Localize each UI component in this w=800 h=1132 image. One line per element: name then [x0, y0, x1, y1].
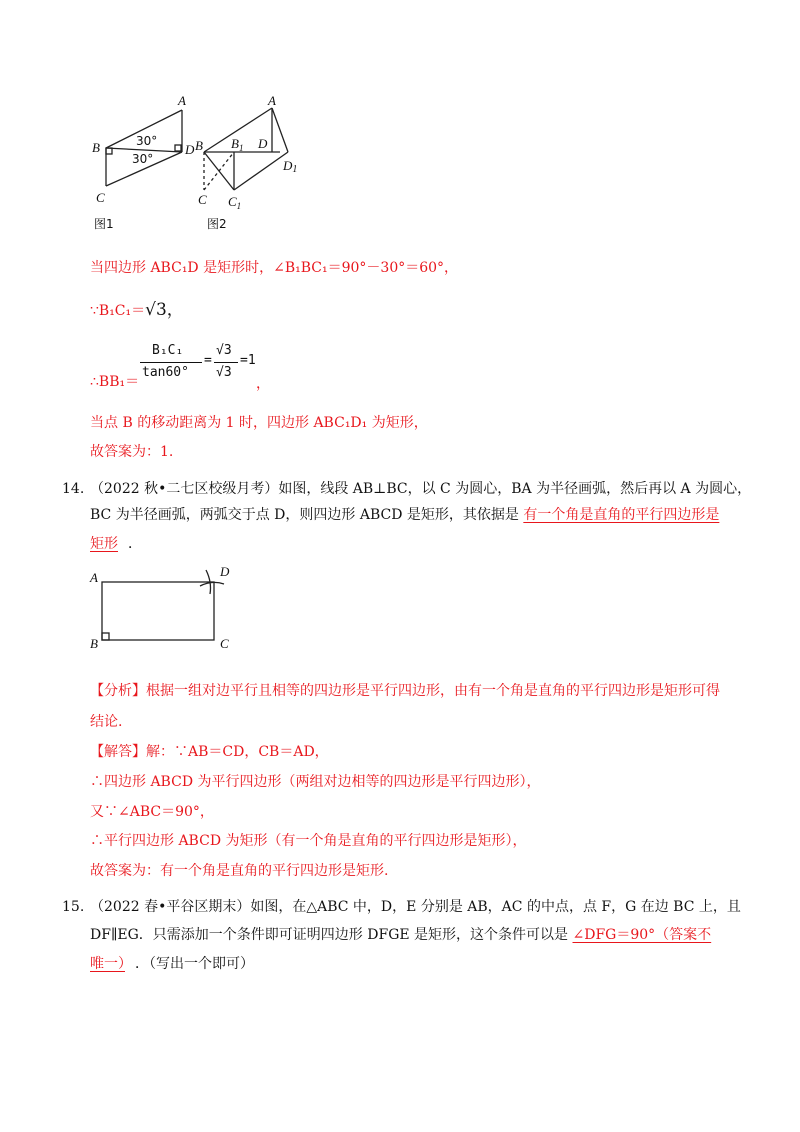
- fig1-label-c: C: [96, 190, 105, 205]
- q14-line1: （2022 秋•二七区校级月考）如图，线段 AB⊥BC，以 C 为圆心，BA 为半径画弧，然后再以 A 为圆心，: [90, 481, 752, 497]
- figure-2: [204, 108, 288, 190]
- fig2-caption: 图2: [207, 217, 227, 231]
- sol13-line2: ∵B₁C₁＝√3，: [90, 300, 184, 320]
- q14-solution-line4: ∴平行四边形 ABCD 为矩形（有一个角是直角的平行四边形是矩形），: [90, 833, 527, 849]
- fig1-angle-bottom: 30°: [132, 152, 154, 166]
- sol13-line3-suffix: ，: [256, 376, 270, 392]
- q15-line1: （2022 春•平谷区期末）如图，在△ABC 中，D，E 分别是 AB，AC 的中点，点 F，G 在边 BC 上，且: [90, 899, 741, 915]
- q14-answer-part1: 有一个角是直角的平行四边形是: [523, 507, 720, 523]
- fig2-label-d: D: [258, 136, 268, 151]
- fig2-label-d1: D1: [283, 158, 298, 175]
- q14-analysis-line1: 【分析】根据一组对边平行且相等的四边形是平行四边形，由有一个角是直角的平行四边形是矩形可得: [90, 683, 720, 699]
- fig1-angle-top: 30°: [136, 134, 158, 148]
- q14-solution-line2: ∴四边形 ABCD 为平行四边形（两组对边相等的四边形是平行四边形），: [90, 774, 541, 790]
- fig-rect-label-d: D: [220, 564, 230, 579]
- q14-line2: BC 为半径画弧，两弧交于点 D，则四边形 ABCD 是矩形，其依据是 有一个角是直角的平行四边形是: [90, 507, 720, 523]
- fig-rect-label-b: B: [90, 636, 98, 651]
- fig1-label-b: B: [92, 140, 100, 155]
- fig-rect-label-a: A: [90, 570, 98, 585]
- fig2-label-b1: $B_1$: [231, 136, 244, 153]
- figure-1-2: [80, 90, 320, 240]
- fig2-label-c: C: [198, 192, 207, 207]
- q15-line2: DF∥EG．只需添加一个条件即可证明四边形 DFGE 是矩形，这个条件可以是 ∠DFG＝90°（答案不: [90, 927, 712, 943]
- q14-answer-part2: 矩形: [90, 536, 118, 552]
- q14-line3: 矩形 ．: [90, 536, 142, 552]
- sol13-line4: 当点 B 的移动距离为 1 时，四边形 ABC₁D₁ 为矩形，: [90, 415, 428, 431]
- figure-rectangle-abcd: [84, 562, 244, 654]
- q15-number: 15.: [62, 899, 85, 915]
- figure-1: [106, 110, 182, 186]
- fig1-caption: 图1: [94, 217, 114, 231]
- sol13-line1: 当四边形 ABC₁D 是矩形时，∠B₁BC₁＝90°－30°＝60°，: [90, 260, 459, 276]
- sol13-line3-prefix: ∴BB₁＝: [90, 374, 140, 390]
- fig2-label-c1: $C_1$: [228, 194, 242, 211]
- q14-solution-line1: 【解答】解：∵AB＝CD，CB＝AD，: [90, 744, 329, 760]
- q14-number: 14.: [62, 481, 85, 497]
- q14-solution-line5: 故答案为：有一个角是直角的平行四边形是矩形.: [90, 863, 389, 879]
- sol13-line5: 故答案为：1.: [90, 444, 174, 460]
- q15-line3: 唯一） ．（写出一个即可）: [90, 956, 254, 972]
- fig1-label-a: A: [178, 93, 186, 108]
- fig-rect-label-c: C: [220, 636, 229, 651]
- sol13-fraction: B₁C₁ tan60° = √3 √3 =1: [142, 343, 256, 380]
- q15-answer-part2: 唯一）: [90, 956, 125, 972]
- fig2-label-a: A: [268, 93, 276, 108]
- q14-solution-line3: 又∵∠ABC＝90°，: [90, 804, 214, 820]
- fig1-label-d: D: [185, 142, 195, 157]
- q14-analysis-line2: 结论.: [90, 714, 123, 730]
- q15-answer-part1: ∠DFG＝90°（答案不: [572, 927, 712, 943]
- fig2-label-b: B: [195, 138, 203, 153]
